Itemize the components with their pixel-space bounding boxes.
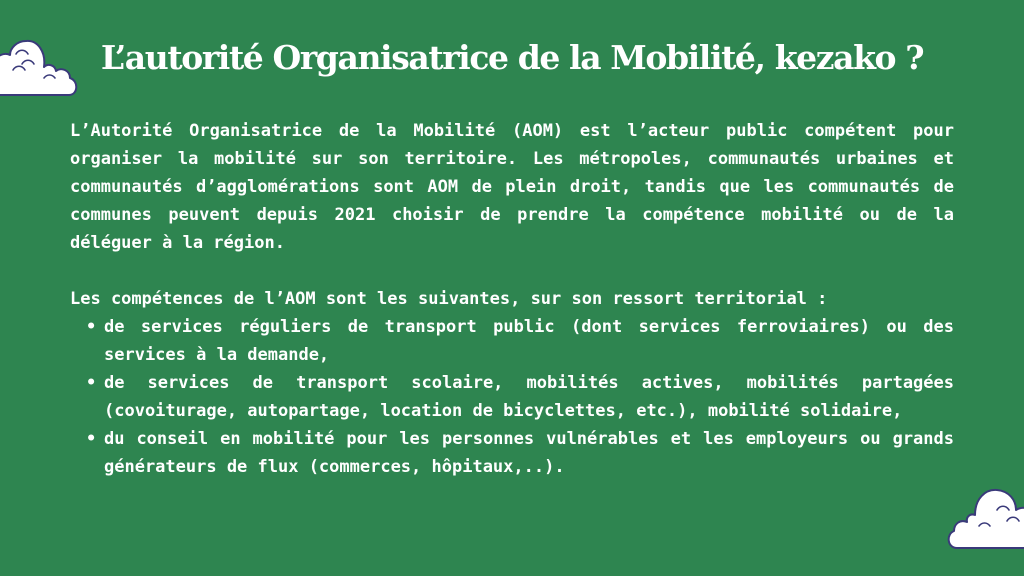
- list-item: • de services de transport scolaire, mobilités actives, mobilités partagées (covoiturage, autopartage, location de bicyclettes, etc.), mobilité solidaire,: [70, 369, 954, 425]
- competences-list: [70, 313, 954, 481]
- intro-paragraph: L’Autorité Organisatrice de la Mobilité (AOM) est l’acteur public compétent pour organiser la mobilité sur son territoire. Les métropoles, communautés urbaines et communautés d’agglomérations sont AOM de plein droit, tandis que les communautés de communes peuvent depuis 2021 choisir de prendre la compétence mobilité ou de la déléguer à la région.: [70, 121, 954, 253]
- competences-intro: Les compétences de l’AOM sont les suivantes, sur son ressort territorial :: [70, 289, 828, 309]
- cloud-icon: [945, 486, 1024, 552]
- list-item: • de services réguliers de transport public (dont services ferroviaires) ou des services à la demande,: [70, 313, 954, 369]
- slide-content: [70, 117, 954, 481]
- cloud-icon: [0, 34, 80, 98]
- list-item: • du conseil en mobilité pour les personnes vulnérables et les employeurs ou grands générateurs de flux (commerces, hôpitaux,..).: [70, 425, 954, 481]
- slide-title: L’autorité Organisatrice de la Mobilité, kezako ?: [100, 38, 924, 77]
